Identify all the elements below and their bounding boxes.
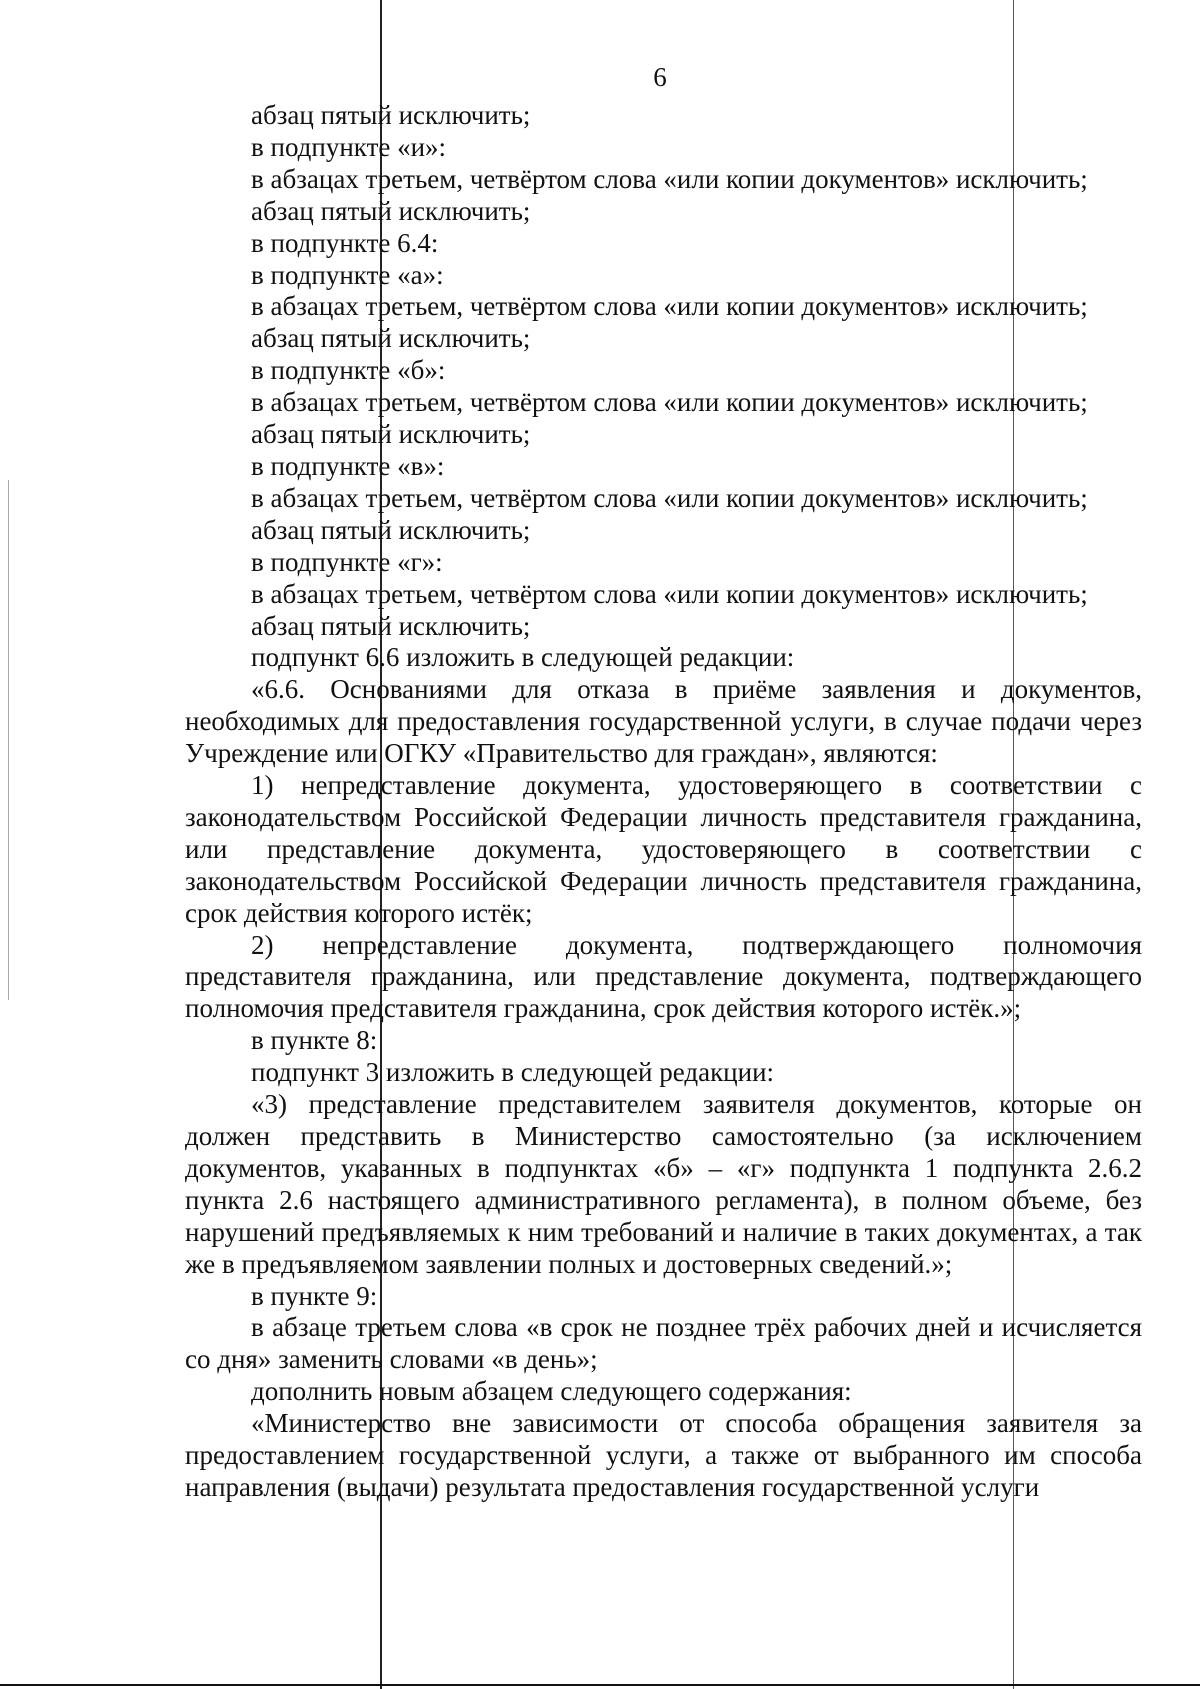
paragraph: абзац пятый исключить; [251, 195, 531, 226]
paragraph: абзац пятый исключить; [251, 100, 531, 130]
paragraph: в подпункте «в»: [251, 450, 445, 481]
paragraph: в пункте 8: [251, 1025, 378, 1056]
paragraph: 2) непредставление документа, подтверждающего полномочия представителя гражданина, или представление документа, подтверждающего полномочия представителя гражданина, срок действия которого истёк.»; [185, 929, 1142, 1024]
paragraph: в абзацах третьем, четвёртом слова «или копии документов» исключить; [251, 578, 1088, 609]
paragraph: в абзацах третьем, четвёртом слова «или копии документов» исключить; [251, 482, 1088, 513]
paragraph: абзац пятый исключить; [251, 419, 531, 450]
paragraph: в абзацах третьем, четвёртом слова «или копии документов» исключить; [251, 163, 1088, 194]
paragraph: в подпункте «и»: [251, 131, 447, 162]
paragraph: абзац пятый исключить; [251, 323, 531, 354]
paragraph: в абзацах третьем, четвёртом слова «или копии документов» исключить; [251, 291, 1088, 322]
paragraph: в пункте 9: [251, 1280, 378, 1311]
paragraph: в абзацах третьем, четвёртом слова «или копии документов» исключить; [251, 387, 1088, 418]
page-number: 6 [653, 62, 667, 92]
paragraph: абзац пятый исключить; [251, 610, 531, 641]
paragraph: «Министерство вне зависимости от способа обращения заявителя за предоставлением государственной услуги, а также от выбранного им способа направления (выдачи) результата предоставления государственной услуги [185, 1408, 1142, 1502]
paragraph: в подпункте «г»: [251, 546, 443, 577]
paragraph: в подпункте «а»: [251, 259, 444, 290]
scan-line-bottom [0, 1684, 1200, 1686]
paragraph: абзац пятый исключить; [251, 514, 531, 545]
paragraph: в абзаце третьем слова «в срок не позднее трёх рабочих дней и исчисляется со дня» заменить словами «в день»; [185, 1312, 1142, 1375]
paragraph: 1) непредставление документа, удостоверяющего в соответствии с законодательством Российской Федерации личность представителя гражданина, или представление документа, удостоверяющего в соответствии с законодательством Российской Федерации личность представителя гражданина, срок действия которого истёк; [185, 770, 1142, 928]
scan-line-vertical-edge [8, 480, 9, 1000]
paragraph: в подпункте «б»: [251, 355, 446, 386]
document-body [185, 100, 1142, 1504]
paragraph: в подпункте 6.4: [251, 227, 439, 258]
paragraph: подпункт 3 изложить в следующей редакции: [251, 1057, 775, 1088]
paragraph: «6.6. Основаниями для отказа в приёме заявления и документов, необходимых для предоставления государственной услуги, в случае подачи через Учреждение или ОГКУ «Правительство для граждан», являются: [185, 674, 1142, 769]
paragraph: «3) представление представителем заявителя документов, которые он должен представить в Министерство самостоятельно (за исключением документов, указанных в подпунктах «б» – «г» подпункта 1 подпункта 2.6.2 пункта 2.6 настоящего административного регламента), в полном объеме, без нарушений предъявляемых к ним требований и наличие в таких документах, а так же в предъявляемом заявлении полных и достоверных сведений.»; [185, 1089, 1142, 1279]
paragraph: дополнить новым абзацем следующего содержания: [251, 1376, 852, 1407]
paragraph: подпункт 6.6 изложить в следующей редакции: [251, 642, 795, 673]
